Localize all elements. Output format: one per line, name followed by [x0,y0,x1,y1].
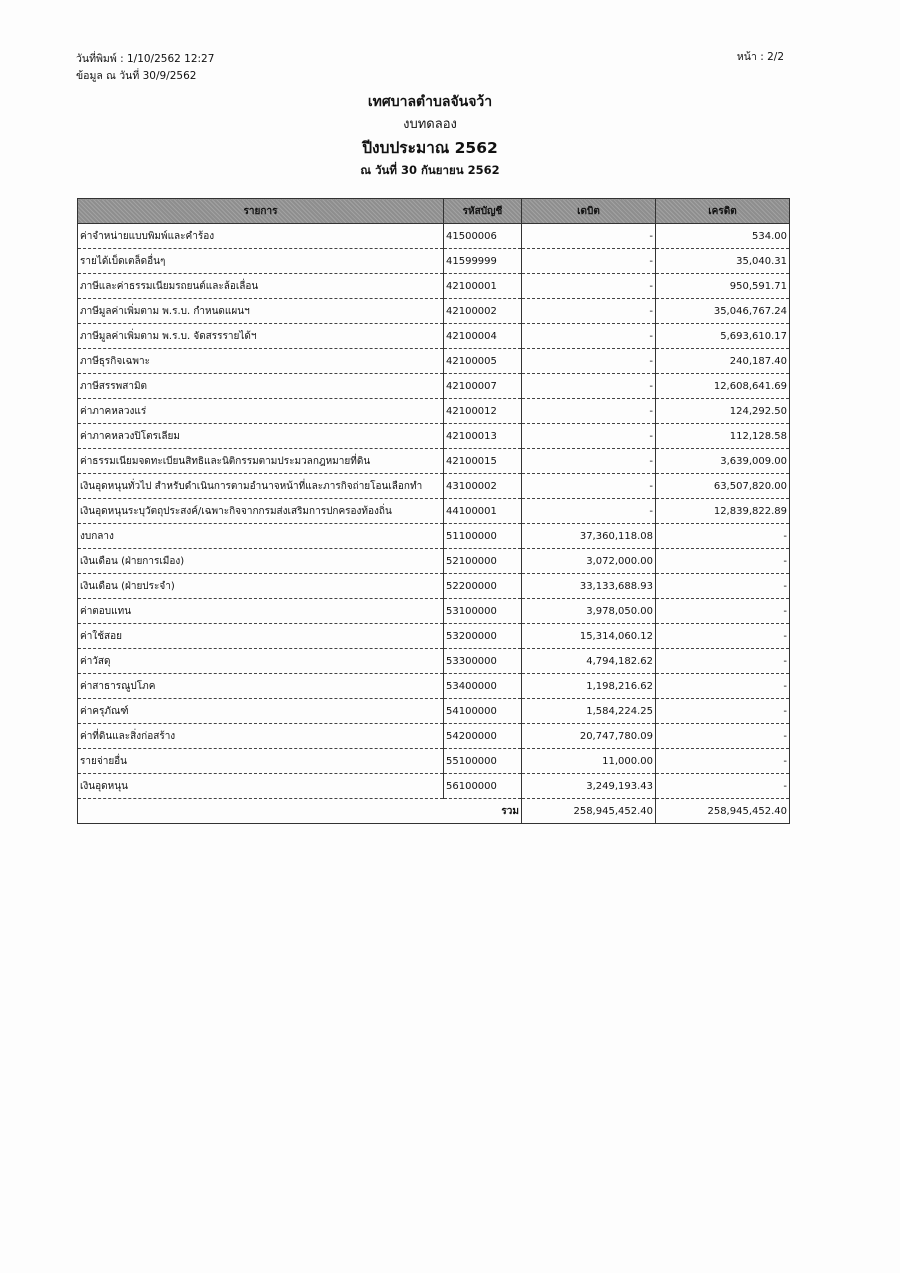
row-debit: 15,314,060.12 [522,624,656,649]
row-debit: - [522,349,656,374]
report-title-block [0,92,860,179]
row-debit: - [522,324,656,349]
row-credit: 5,693,610.17 [656,324,790,349]
row-debit: 1,198,216.62 [522,674,656,699]
row-debit: - [522,474,656,499]
row-debit: 33,133,688.93 [522,574,656,599]
column-header-debit: เดบิต [522,199,656,224]
organization-name: เทศบาลตำบลจันจว้า [367,94,493,110]
row-item-name: ค่าสาธารณูปโภค [78,674,444,699]
row-account-code: 56100000 [444,774,522,799]
row-item-name: รายจ่ายอื่น [78,749,444,774]
table-row [78,224,790,249]
row-debit: - [522,374,656,399]
row-item-name: ภาษีมูลค่าเพิ่มตาม พ.ร.บ. จัดสรรรายได้ฯ [78,324,444,349]
row-credit: - [656,574,790,599]
row-account-code: 42100004 [444,324,522,349]
row-debit: - [522,249,656,274]
column-header-credit: เครดิต [656,199,790,224]
row-credit: 63,507,820.00 [656,474,790,499]
table-row [78,524,790,549]
table-row [78,274,790,299]
row-item-name: รายได้เบ็ดเตล็ดอื่นๆ [78,249,444,274]
fiscal-year: ปีงบประมาณ 2562 [362,139,498,157]
row-credit: - [656,524,790,549]
row-account-code: 43100002 [444,474,522,499]
row-credit: 35,040.31 [656,249,790,274]
row-item-name: ค่าครุภัณฑ์ [78,699,444,724]
table-row [78,749,790,774]
row-account-code: 42100005 [444,349,522,374]
row-debit: 1,584,224.25 [522,699,656,724]
row-account-code: 51100000 [444,524,522,549]
row-account-code: 42100007 [444,374,522,399]
table-row [78,249,790,274]
row-credit: - [656,749,790,774]
row-credit: 950,591.71 [656,274,790,299]
row-item-name: เงินอุดหนุนทั่วไป สำหรับดำเนินการตามอำนาจหน้าที่และภารกิจถ่ายโอนเลือกทำ [78,474,444,499]
row-account-code: 54100000 [444,699,522,724]
total-row [78,799,790,824]
row-debit: 11,000.00 [522,749,656,774]
row-item-name: ภาษีสรรพสามิต [78,374,444,399]
row-credit: 3,639,009.00 [656,449,790,474]
row-credit: 534.00 [656,224,790,249]
row-credit: - [656,624,790,649]
row-item-name: เงินอุดหนุน [78,774,444,799]
table-row [78,299,790,324]
row-account-code: 54200000 [444,724,522,749]
row-credit: - [656,549,790,574]
row-account-code: 53300000 [444,649,522,674]
row-debit: - [522,449,656,474]
trial-balance-table [77,198,790,824]
row-debit: - [522,224,656,249]
table-row [78,499,790,524]
row-account-code: 52100000 [444,549,522,574]
table-row [78,424,790,449]
row-item-name: ค่าจำหน่ายแบบพิมพ์และคำร้อง [78,224,444,249]
row-item-name: ค่าตอบแทน [78,599,444,624]
row-account-code: 52200000 [444,574,522,599]
print-date: วันที่พิมพ์ : 1/10/2562 12:27 [76,53,215,65]
row-credit: 112,128.58 [656,424,790,449]
table-row [78,474,790,499]
data-as-of-date: ข้อมูล ณ วันที่ 30/9/2562 [76,70,197,82]
table-row [78,349,790,374]
table-row [78,399,790,424]
row-credit: - [656,774,790,799]
table-row [78,724,790,749]
table-row [78,649,790,674]
row-debit: - [522,274,656,299]
table-header-row [78,199,790,224]
row-credit: - [656,649,790,674]
row-debit: - [522,424,656,449]
table-row [78,449,790,474]
report-name: งบทดลอง [403,117,457,132]
row-debit: 20,747,780.09 [522,724,656,749]
row-account-code: 41599999 [444,249,522,274]
column-header-account-code: รหัสบัญชี [444,199,522,224]
row-debit: 4,794,182.62 [522,649,656,674]
row-account-code: 42100002 [444,299,522,324]
row-credit: - [656,674,790,699]
row-item-name: ค่าที่ดินและสิ่งก่อสร้าง [78,724,444,749]
row-item-name: งบกลาง [78,524,444,549]
row-item-name: ภาษีธุรกิจเฉพาะ [78,349,444,374]
table-row [78,774,790,799]
table-row [78,574,790,599]
row-account-code: 53200000 [444,624,522,649]
table-body [78,224,790,799]
table-row [78,374,790,399]
row-account-code: 42100012 [444,399,522,424]
row-item-name: ค่าธรรมเนียมจดทะเบียนสิทธิและนิติกรรมตามประมวลกฎหมายที่ดิน [78,449,444,474]
row-item-name: ค่าภาคหลวงแร่ [78,399,444,424]
row-credit: 12,608,641.69 [656,374,790,399]
column-header-item: รายการ [78,199,444,224]
as-of-date: ณ วันที่ 30 กันยายน 2562 [360,163,500,177]
table-row [78,674,790,699]
row-debit: - [522,299,656,324]
row-credit: 12,839,822.89 [656,499,790,524]
table-row [78,599,790,624]
row-debit: 37,360,118.08 [522,524,656,549]
row-account-code: 42100013 [444,424,522,449]
table-row [78,549,790,574]
row-account-code: 42100001 [444,274,522,299]
table-row [78,624,790,649]
row-item-name: เงินอุดหนุนระบุวัตถุประสงค์/เฉพาะกิจจากกรมส่งเสริมการปกครองท้องถิ่น [78,499,444,524]
row-account-code: 53400000 [444,674,522,699]
row-credit: - [656,699,790,724]
row-account-code: 42100015 [444,449,522,474]
row-debit: - [522,499,656,524]
row-credit: 124,292.50 [656,399,790,424]
table-row [78,324,790,349]
row-debit: - [522,399,656,424]
page-number: หน้า : 2/2 [736,51,784,63]
total-debit: 258,945,452.40 [522,799,656,824]
row-item-name: ภาษีมูลค่าเพิ่มตาม พ.ร.บ. กำหนดแผนฯ [78,299,444,324]
row-item-name: ค่าใช้สอย [78,624,444,649]
row-debit: 3,072,000.00 [522,549,656,574]
total-label: รวม [78,799,522,824]
row-item-name: ค่าภาคหลวงปิโตรเลียม [78,424,444,449]
row-item-name: เงินเดือน (ฝ่ายประจำ) [78,574,444,599]
row-credit: 240,187.40 [656,349,790,374]
row-debit: 3,978,050.00 [522,599,656,624]
table-row [78,699,790,724]
row-account-code: 44100001 [444,499,522,524]
row-account-code: 53100000 [444,599,522,624]
row-account-code: 55100000 [444,749,522,774]
total-credit: 258,945,452.40 [656,799,790,824]
row-item-name: ค่าวัสดุ [78,649,444,674]
row-item-name: ภาษีและค่าธรรมเนียมรถยนต์และล้อเลื่อน [78,274,444,299]
row-credit: 35,046,767.24 [656,299,790,324]
row-debit: 3,249,193.43 [522,774,656,799]
row-credit: - [656,724,790,749]
row-credit: - [656,599,790,624]
row-account-code: 41500006 [444,224,522,249]
row-item-name: เงินเดือน (ฝ่ายการเมือง) [78,549,444,574]
